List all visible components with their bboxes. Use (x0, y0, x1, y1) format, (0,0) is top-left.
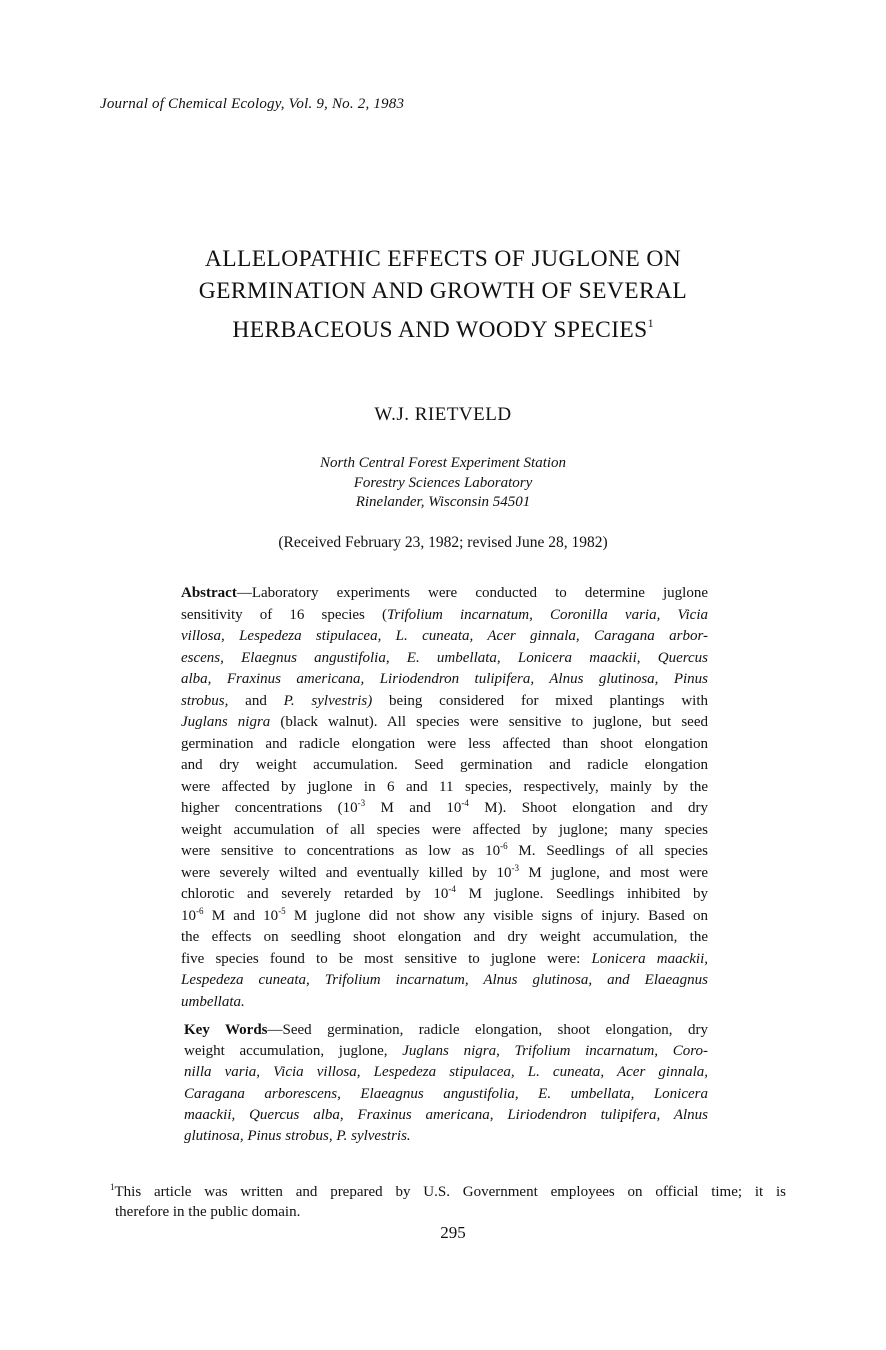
abstract-dash: — (236, 585, 252, 601)
title-line: ALLELOPATHIC EFFECTS OF JUGLONE ON (204, 246, 682, 272)
title-line-text: HERBACEOUS AND WOODY SPECIES (232, 317, 648, 343)
abstract-text: M juglone did not show any visible signs of injury. Based on (285, 907, 709, 924)
abstract-line (181, 841, 708, 863)
keywords-line (184, 1020, 708, 1041)
abstract-text: being considered for mixed plantings with (372, 692, 708, 709)
keywords-line (184, 1041, 708, 1062)
exponent: -6 (500, 841, 508, 851)
title-footnote-mark: 1 (647, 316, 654, 330)
abstract-text: M and 10 (365, 800, 462, 816)
keywords-line (184, 1105, 708, 1126)
affiliation-line: North Central Forest Experiment Station (319, 455, 567, 471)
abstract-text: M). Shoot elongation and dry (468, 800, 708, 816)
abstract-line (181, 712, 708, 734)
abstract-label: Abstract (181, 585, 237, 601)
abstract-text: five species found to be most sensitive to juglone were: (181, 950, 592, 967)
abstract-text: 10 (181, 907, 196, 924)
abstract-species: Juglans nigra (181, 714, 271, 730)
abstract-line (181, 863, 708, 885)
abstract-line: weight accumulation of all species were affected by juglone; many species (181, 821, 708, 838)
abstract-text: sensitivity of 16 species ( (181, 606, 387, 623)
footnote-text: This article was written and prepared by U.S. Government employees on official time; it is (114, 1184, 786, 1200)
abstract-line: were affected by juglone in 6 and 11 species, respectively, mainly by the (181, 778, 708, 795)
exponent: -3 (511, 862, 520, 873)
abstract-species: escens, Elaegnus angustifolia, E. umbellata, Lonicera maackii, Quercus (181, 649, 708, 666)
keywords-species: glutinosa, Pinus strobus, P. sylvestris. (184, 1127, 411, 1144)
keywords-line (184, 1084, 708, 1105)
abstract-species: strobus, (181, 692, 229, 709)
abstract-line: germination and radicle elongation were less affected than shoot elongation (181, 735, 708, 752)
abstract-text: higher concentrations (10 (181, 800, 358, 816)
abstract-line (181, 583, 708, 605)
title-line: GERMINATION AND GROWTH OF SEVERAL (198, 278, 688, 304)
keywords-line (184, 1062, 708, 1083)
abstract-species: Lonicera maackii, (591, 950, 709, 967)
abstract-line: the effects on seedling shoot elongation and dry weight accumulation, the (181, 929, 708, 945)
exponent: -6 (196, 905, 204, 916)
keywords-text: Seed germination, radicle elongation, shoot elongation, dry (282, 1022, 708, 1038)
abstract-line (181, 605, 708, 627)
author-affiliation (0, 454, 886, 513)
abstract-line (181, 626, 708, 648)
affiliation-line: Forestry Sciences Laboratory (353, 474, 533, 491)
footnote-mark: 1 (110, 1182, 115, 1192)
keywords-species: maackii, Quercus alba, Fraxinus americana, Liriodendron tulipifera, Alnus (184, 1106, 708, 1123)
abstract-line (181, 884, 708, 906)
keywords-text: weight accumulation, juglone, (184, 1043, 403, 1060)
abstract-text: (black walnut). All species were sensitive to juglone, but seed (270, 714, 708, 730)
exponent: -4 (448, 884, 456, 894)
abstract-text: chlorotic and severely retarded by 10 (181, 886, 449, 902)
abstract-text: M juglone, and most were (519, 864, 708, 881)
abstract-species: alba, Fraxinus americana, Liriodendron tulipifera, Alnus glutinosa, Pinus (181, 671, 708, 687)
abstract-text: M. Seedlings of all species (507, 843, 708, 859)
abstract-text: Laboratory experiments were conducted to determine juglone (251, 585, 708, 601)
abstract-species: umbellata. (181, 993, 245, 1010)
abstract-line (181, 691, 708, 713)
keywords-species: Juglans nigra, Trifolium incarnatum, Coro- (402, 1043, 709, 1060)
abstract-line (181, 798, 708, 820)
keywords-species: nilla varia, Vicia villosa, Lespedeza stipulacea, L. cuneata, Acer ginnala, (184, 1064, 708, 1081)
abstract-text: M juglone. Seedlings inhibited by (455, 886, 708, 902)
abstract-line (181, 648, 708, 670)
keywords-line (184, 1126, 708, 1147)
article-title (80, 243, 806, 346)
author-name: W.J. RIETVELD (374, 404, 512, 425)
journal-citation: Journal of Chemical Ecology, Vol. 9, No. 2, 1983 (100, 96, 405, 112)
key-words-paragraph (184, 1020, 708, 1147)
footnote (110, 1182, 786, 1222)
page-number: 295 (440, 1223, 466, 1242)
received-dates: (Received February 23, 1982; revised June 28, 1982) (278, 534, 608, 551)
abstract-species: villosa, Lespedeza stipulacea, L. cuneata, Acer ginnala, Caragana arbor- (181, 628, 708, 644)
abstract-text: were severely wilted and eventually killed by 10 (181, 864, 512, 881)
footnote-line (110, 1182, 786, 1202)
abstract-text: and (228, 692, 284, 709)
exponent: -4 (461, 798, 469, 808)
affiliation-line: Rinelander, Wisconsin 54501 (355, 494, 531, 510)
footnote-line: therefore in the public domain. (115, 1204, 301, 1220)
keywords-label: Key Words (184, 1022, 268, 1038)
abstract-line (181, 970, 708, 992)
abstract-species: P. sylvestris) (283, 692, 373, 709)
abstract-line: and dry weight accumulation. Seed germination and radicle elongation (181, 757, 708, 773)
abstract-species: Lespedeza cuneata, Trifolium incarnatum, Alnus glutinosa, and Elaeagnus (181, 972, 708, 988)
abstract-text: were sensitive to concentrations as low as 10 (181, 843, 501, 859)
keywords-dash: — (267, 1022, 283, 1038)
exponent: -3 (357, 798, 366, 808)
abstract-line (181, 669, 708, 691)
abstract-paragraph (181, 583, 708, 1013)
abstract-species: Trifolium incarnatum, Coronilla varia, Vicia (386, 606, 708, 623)
abstract-line (181, 949, 708, 971)
keywords-species: Caragana arborescens, Elaeagnus angustifolia, E. umbellata, Lonicera (184, 1085, 708, 1102)
exponent: -5 (278, 905, 286, 916)
title-line (80, 307, 806, 346)
abstract-line (181, 992, 708, 1014)
abstract-text: M and 10 (203, 907, 279, 924)
abstract-line (181, 906, 708, 928)
